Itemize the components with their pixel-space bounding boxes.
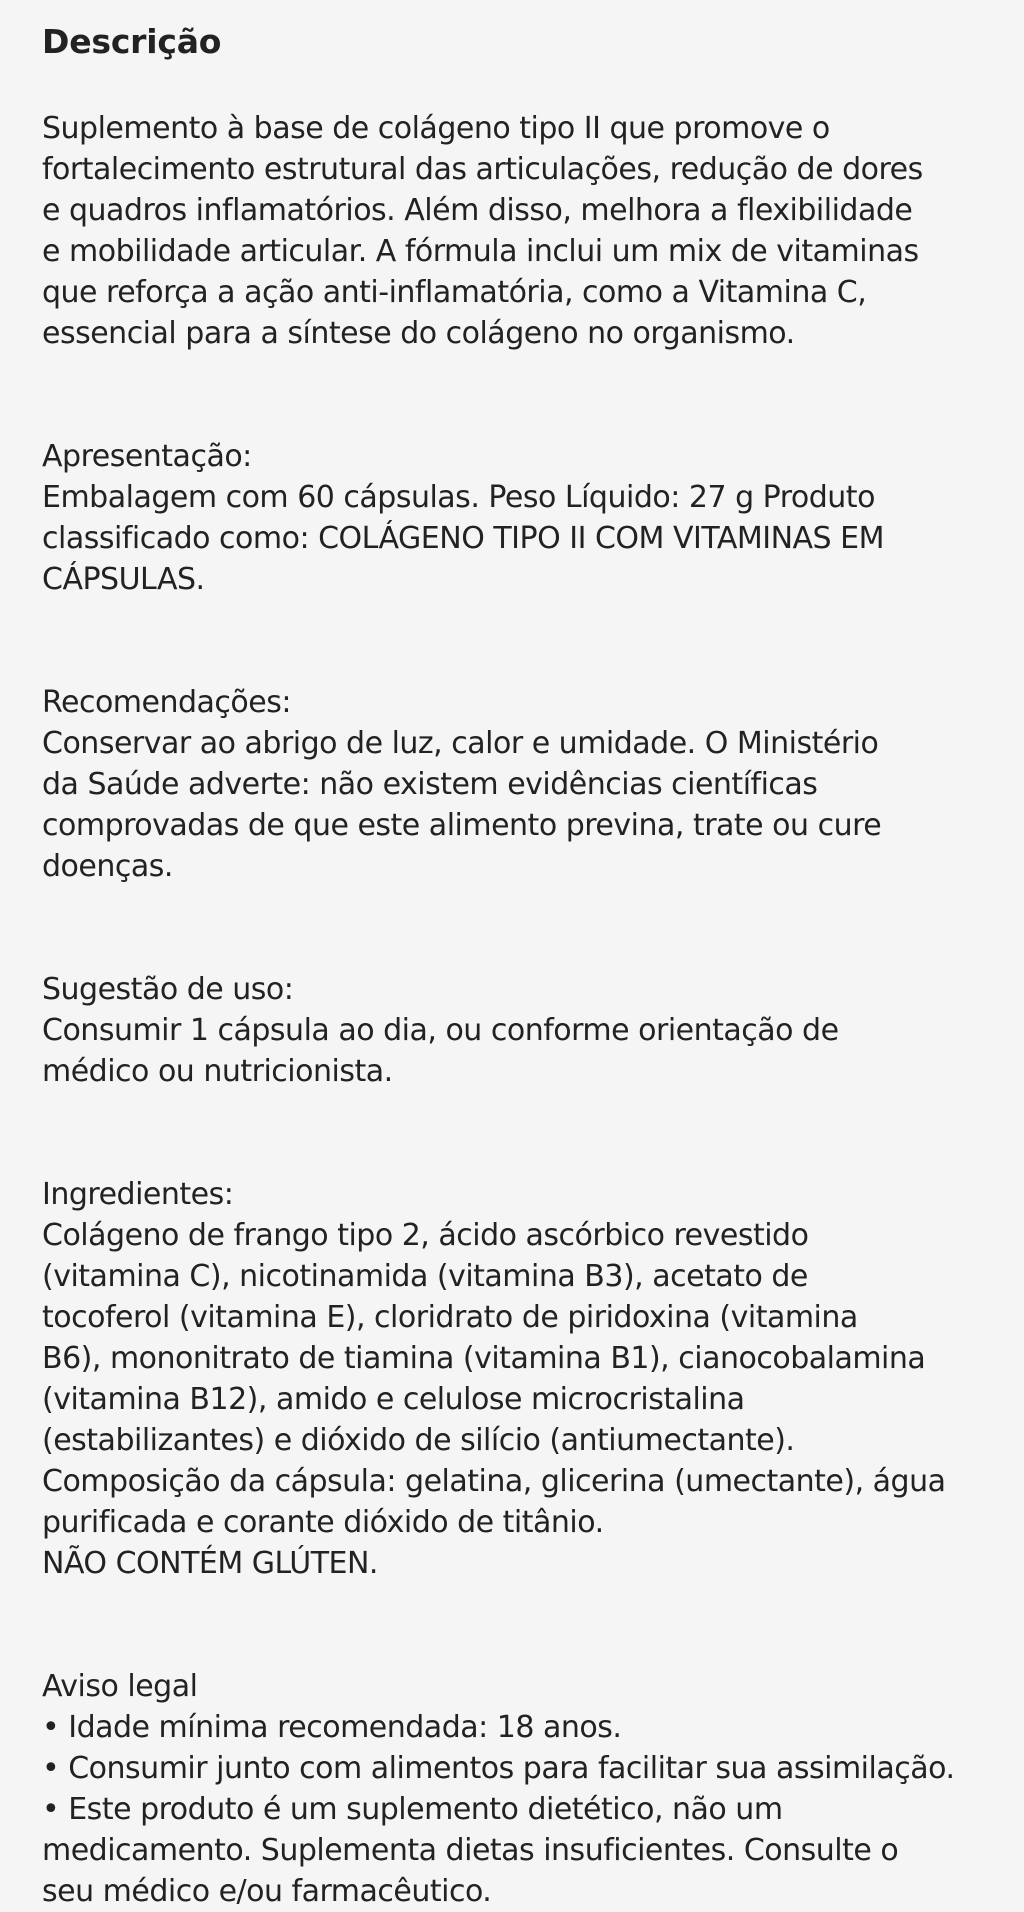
section-text: Consumir 1 cápsula ao dia, ou conforme orientação de médico ou nutricionista. xyxy=(42,1013,839,1089)
section-text: Colágeno de frango tipo 2, ácido ascórbico revestido (vitamina C), nicotinamida (vitamina B3), acetato de tocoferol (vitamina E), cloridrato de piridoxina (vitamina B6), mononitrato de tiamina (vitamina B1), cianocobalamina (vitamina B12), amido e celulose microcristalina (estabilizantes) e dióxido de silício (antiumectante). Composição da cápsula: gelatina, glicerina (umectante), água purificada e corante dióxido de titânio. NÃO CONTÉM GLÚTEN. xyxy=(42,1218,946,1581)
section-label: Sugestão de uso: xyxy=(42,972,294,1007)
description-intro-section xyxy=(42,108,982,354)
section-aviso-legal xyxy=(42,1625,982,1912)
section-label: Aviso legal xyxy=(42,1669,198,1704)
section-text: Conservar ao abrigo de luz, calor e umidade. O Ministério da Saúde adverte: não existem evidências científicas comprovadas de que este alimento previna, trate ou cure doenças. xyxy=(42,726,882,884)
section-text: Embalagem com 60 cápsulas. Peso Líquido: 27 g Produto classificado como: COLÁGENO TIPO II COM VITAMINAS EM CÁPSULAS. xyxy=(42,480,884,597)
description-intro: Suplemento à base de colágeno tipo II que promove o fortalecimento estrutural das articulações, redução de dores e quadros inflamatórios. Além disso, melhora a flexibilidade e mobilidade articular. A fórmula inclui um mix de vitaminas que reforça a ação anti-inflamatória, como a Vitamina C, essencial para a síntese do colágeno no organismo. xyxy=(42,111,923,351)
section-apresentacao xyxy=(42,395,982,600)
section-label: Ingredientes: xyxy=(42,1177,234,1212)
section-ingredientes xyxy=(42,1133,982,1584)
description-title: Descrição xyxy=(42,22,222,61)
section-label: Recomendações: xyxy=(42,685,291,720)
section-sugestao-de-uso xyxy=(42,928,982,1092)
section-text: • Idade mínima recomendada: 18 anos. • Consumir junto com alimentos para facilitar sua assimilação. • Este produto é um suplemento dietético, não um medicamento. Suplementa dietas insuficientes. Consulte o seu médico e/ou farmacêutico. xyxy=(42,1710,955,1909)
section-recomendacoes xyxy=(42,641,982,887)
section-label: Apresentação: xyxy=(42,439,252,474)
